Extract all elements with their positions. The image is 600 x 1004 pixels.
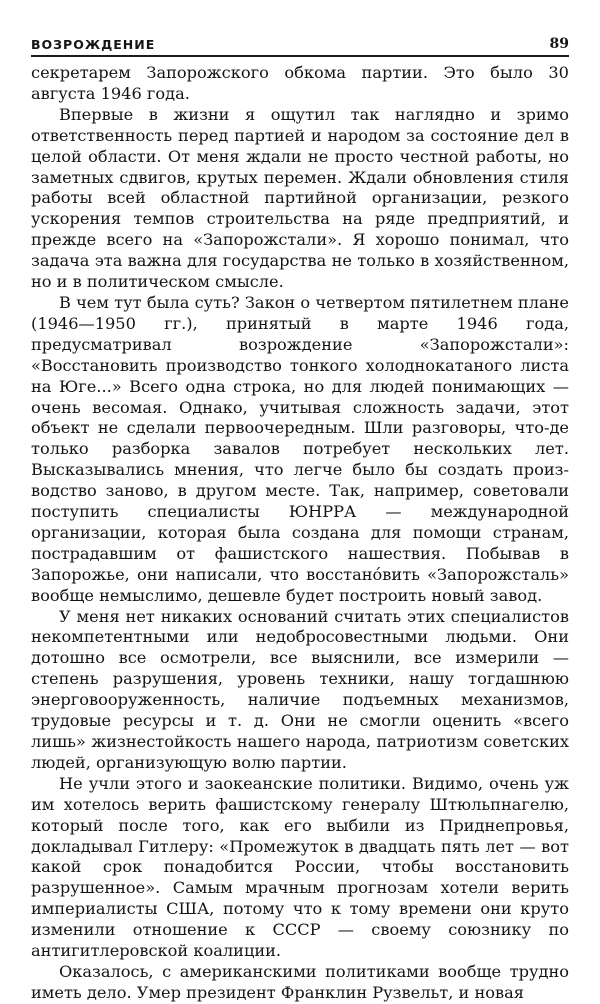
paragraph: В чем тут была суть? Закон о четвертом пятилетнем плане (1946—1950 гг.), принятый в марте 1946 года, предусматривал возрождение «Запорожстали»: «Восстановить производство тонкого холоднокатаного листа на Юге...» Всего одна строка, но для людей понимающих — очень весомая. Однако, учитывая сложность задачи, этот объект не сделали первоочередным. Шли разговоры, что-де только разборка завалов потребует нескольких лет. Высказывались мнения, что легче было бы создать производство заново, в другом месте. Так, например, советовали поступить специалисты ЮНРРА — международной организации, которая была создана для помощи странам, пострадавшим от фашистского нашествия. Побывав в Запорожье, они написали, что восстано́вить «Запорожсталь» вообще немыслимо, дешевле будет построить новый завод. [31,292,569,605]
paragraph: У меня нет никаких оснований считать этих специалистов некомпетентными или недобросовестными людьми. Они дотошно все осмотрели, все выяснили, все измерили — степень разрушения, уровень техники, нашу тогдашнюю энерговооруженность, наличие подъемных механизмов, трудовые ресурсы и т. д. Они не смогли оценить «всего лишь» жизнестойкость нашего народа, патриотизм советских людей, организующую волю партии. [31,606,569,772]
running-head [31,30,569,52]
paragraph: Оказалось, с американскими политиками вообще трудно иметь дело. Умер президент Франклин Рузвельт, и новая [31,961,569,1002]
paragraph-continued: секретарем Запорожского обкома партии. Это было 30 августа 1946 года. [31,63,569,103]
paragraph: Впервые в жизни я ощутил так наглядно и зримо ответственность перед партией и народом за состояние дел в целой области. От меня ждали не просто честной работы, но заметных сдвигов, крутых перемен. Ждали обновления стиля работы всей областной партийной организации, резкого ускорения темпов строительства на ряде предприятий, и прежде всего на «Запорожстали». Я хорошо понимал, что задача эта важна для государства не только в хозяйственном, но и в политическом смысле. [31,104,569,292]
page-number: 89 [549,36,569,52]
section-title: ВОЗРОЖДЕНИЕ [31,37,156,52]
paragraph: Не учли этого и заокеанские политики. Видимо, очень уж им хотелось верить фашистскому генералу Штюльпнагелю, который после того, как его выбили из Приднепровья, докладывал Гитлеру: «Промежуток в двадцать пять лет — вот какой срок понадобится России, чтобы восстановить разрушенное». Самым мрачным прогнозам хотели верить империалисты США, потому что к тому времени они круто изменили отношение к СССР — своему союзнику по антигитлеровской коалиции. [31,773,569,961]
body-text [31,63,569,1004]
header-rule [31,55,569,57]
